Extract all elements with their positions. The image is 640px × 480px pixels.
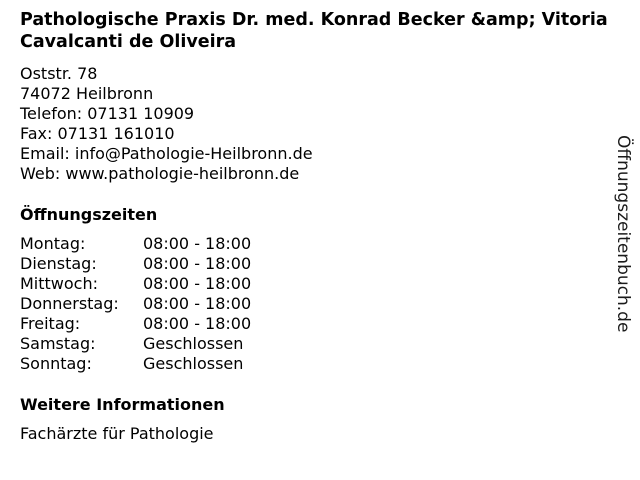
day-label: Donnerstag: bbox=[20, 294, 119, 313]
hours-row-wednesday bbox=[20, 274, 251, 294]
hours-value: 08:00 - 18:00 bbox=[143, 254, 252, 273]
fax-number: Fax: 07131 161010 bbox=[20, 124, 175, 143]
opening-hours-heading: Öffnungszeiten bbox=[20, 205, 158, 224]
hours-row-monday bbox=[20, 234, 251, 254]
day-label: Montag: bbox=[20, 234, 86, 253]
hours-value: Geschlossen bbox=[143, 334, 244, 353]
street-address: Oststr. 78 bbox=[20, 64, 98, 83]
practice-title: Pathologische Praxis Dr. med. Konrad Becker &amp; Vitoria Cavalcanti de Oliveira bbox=[20, 10, 608, 52]
specialty-text: Fachärzte für Pathologie bbox=[20, 424, 214, 443]
contact-block bbox=[20, 64, 313, 184]
hours-value: 08:00 - 18:00 bbox=[143, 294, 252, 313]
day-label: Mittwoch: bbox=[20, 274, 98, 293]
opening-hours-table bbox=[20, 234, 251, 374]
hours-row-saturday bbox=[20, 334, 251, 354]
day-label: Samstag: bbox=[20, 334, 96, 353]
phone-number: Telefon: 07131 10909 bbox=[20, 104, 195, 123]
hours-row-sunday bbox=[20, 354, 251, 374]
hours-value: 08:00 - 18:00 bbox=[143, 234, 252, 253]
hours-row-thursday bbox=[20, 294, 251, 314]
website-address: Web: www.pathologie-heilbronn.de bbox=[20, 164, 300, 183]
site-watermark: Öffnungszeitenbuch.de bbox=[613, 135, 633, 333]
hours-value: Geschlossen bbox=[143, 354, 244, 373]
city-postal-code: 74072 Heilbronn bbox=[20, 84, 154, 103]
day-label: Dienstag: bbox=[20, 254, 97, 273]
day-label: Sonntag: bbox=[20, 354, 92, 373]
more-info-heading: Weitere Informationen bbox=[20, 395, 225, 414]
hours-value: 08:00 - 18:00 bbox=[143, 314, 252, 333]
email-address: Email: info@Pathologie-Heilbronn.de bbox=[20, 144, 313, 163]
day-label: Freitag: bbox=[20, 314, 81, 333]
hours-value: 08:00 - 18:00 bbox=[143, 274, 252, 293]
hours-row-tuesday bbox=[20, 254, 251, 274]
hours-row-friday bbox=[20, 314, 251, 334]
